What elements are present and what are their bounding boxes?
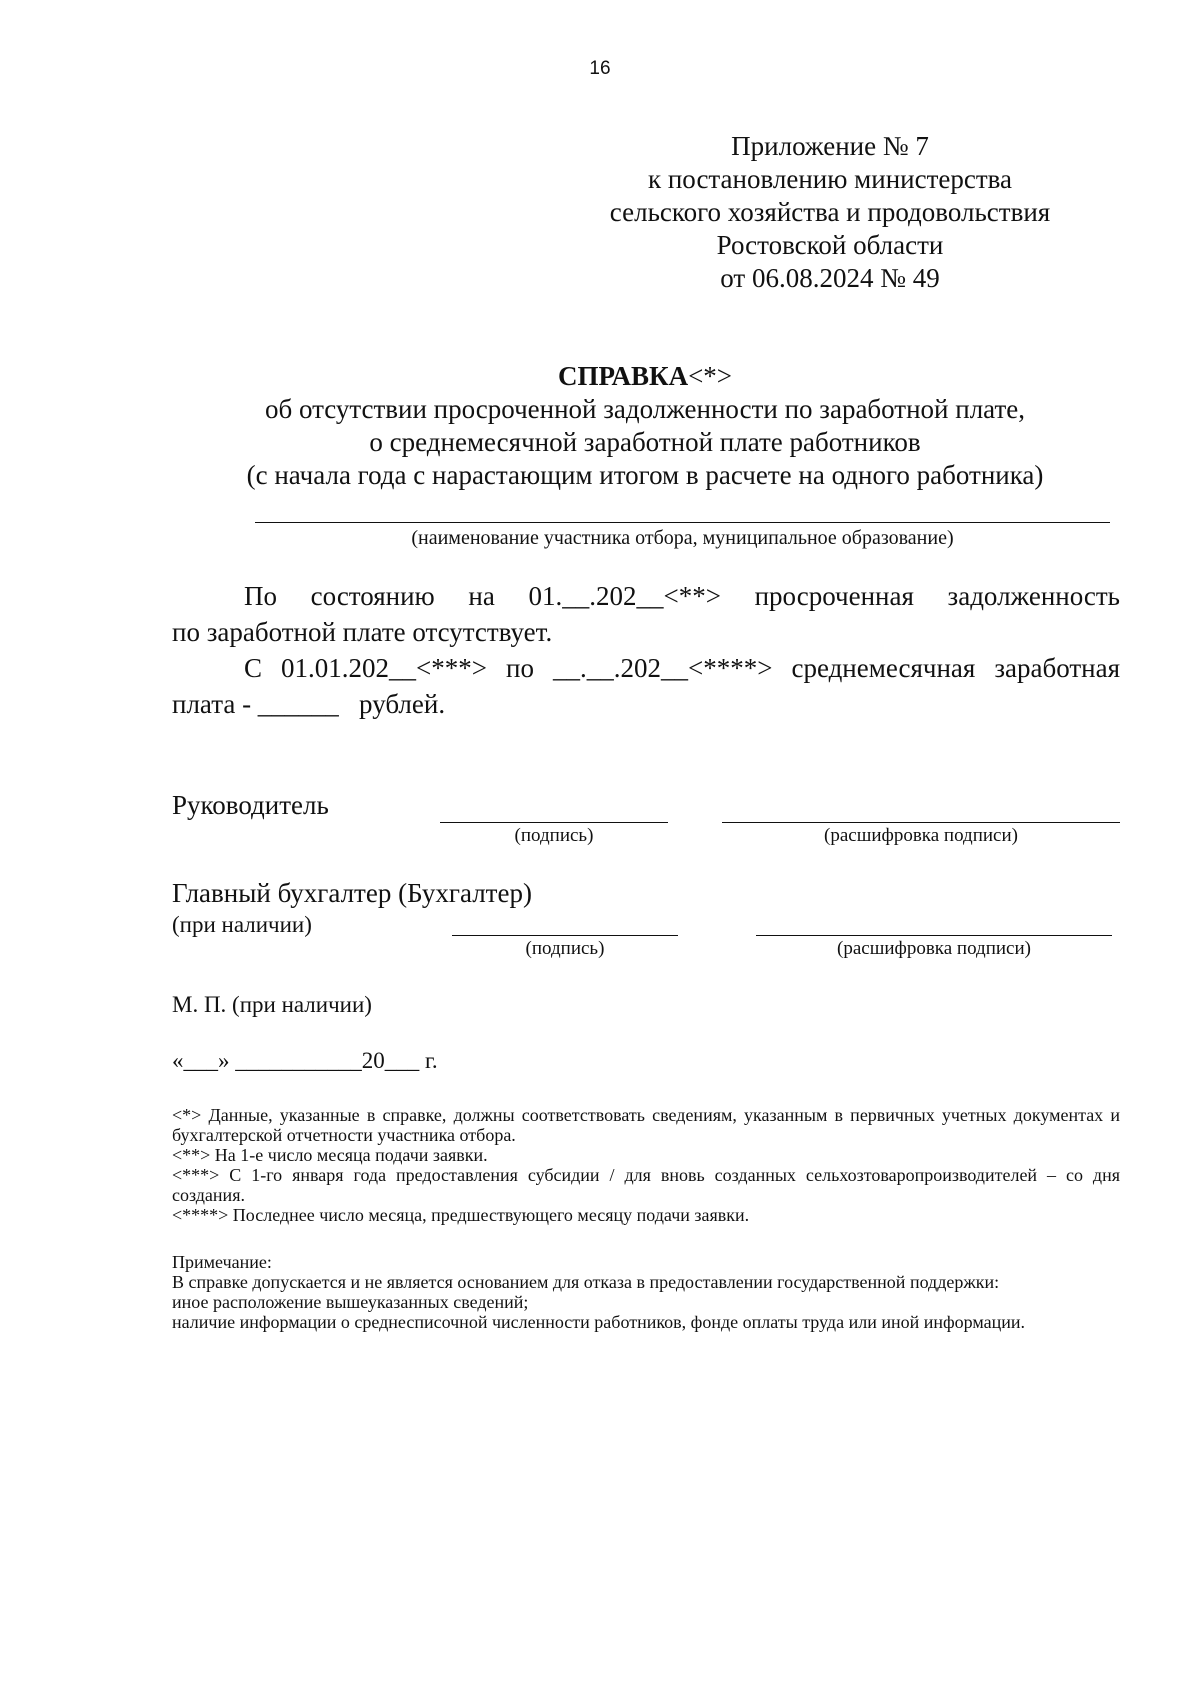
participant-name-caption: (наименование участника отбора, муниципальное образование) [411,527,954,549]
title-line: о среднемесячной заработной плате работников [369,427,921,457]
appendix-block [540,130,1120,295]
paragraph-line: по заработной плате отсутствует. [172,617,553,647]
title-line: (с начала года с нарастающим итогом в расчете на одного работника) [246,460,1044,490]
page-number: 16 [589,58,611,79]
head-decoding-line[interactable] [722,822,1120,823]
accountant-label: Главный бухгалтер (Бухгалтер) [172,878,532,908]
paragraph-salary [172,650,1120,722]
footnote: <****> Последнее число месяца, предшествующего месяцу подачи заявки. [172,1205,750,1225]
head-label: Руководитель [172,790,329,820]
note-line: В справке допускается и не является основанием для отказа в предоставлении государственной поддержки: [172,1272,1000,1292]
accountant-decoding-caption: (расшифровка подписи) [837,938,1031,959]
head-signature-caption: (подпись) [514,825,594,846]
participant-name-line[interactable] [255,522,1110,523]
title-heading: СПРАВКА [557,361,689,391]
appendix-line: к постановлению министерства [647,164,1013,194]
appendix-line: от 06.08.2024 № 49 [720,263,940,293]
accountant-signature-caption: (подпись) [525,938,605,959]
note-line: наличие информации о среднесписочной численности работников, фонде оплаты труда или иной информации. [172,1312,1026,1332]
appendix-line: Ростовской области [716,230,944,260]
stamp-label: М. П. (при наличии) [172,992,372,1017]
head-signature-line[interactable] [440,822,668,823]
document-title [170,360,1120,492]
appendix-line: сельского хозяйства и продовольствия [609,197,1051,227]
accountant-note: (при наличии) [172,912,312,937]
accountant-signature-line[interactable] [452,935,678,936]
footnote: <*> Данные, указанные в справке, должны соответствовать сведениям, указанным в первичных учетных документах и бухгалтерской отчетности участника отбора. [172,1105,1120,1145]
footnotes [172,1105,1120,1225]
appendix-line: Приложение № 7 [731,131,929,161]
title-heading-mark: <*> [688,361,733,391]
footnote: <**> На 1-е число месяца подачи заявки. [172,1145,488,1165]
note-heading: Примечание: [172,1252,272,1272]
footnote: <***> С 1-го января года предоставления субсидии / для вновь созданных сельхозтоваропроизводителей – со дня создания. [172,1165,1120,1205]
paragraph-line: С 01.01.202__<***> по __.__.202__<****> среднемесячная заработная [244,653,1120,683]
head-decoding-caption: (расшифровка подписи) [824,825,1018,846]
date-line[interactable]: «___» ___________20___ г. [172,1048,438,1073]
title-line: об отсутствии просроченной задолженности по заработной плате, [264,394,1025,424]
paragraph-line: плата - ______ рублей. [172,689,446,719]
paragraph-debt [172,578,1120,650]
note-line: иное расположение вышеуказанных сведений; [172,1292,529,1312]
paragraph-line: По состоянию на 01.__.202__<**> просроченная задолженность [244,581,1120,611]
accountant-decoding-line[interactable] [756,935,1112,936]
note-block [172,1252,1120,1332]
